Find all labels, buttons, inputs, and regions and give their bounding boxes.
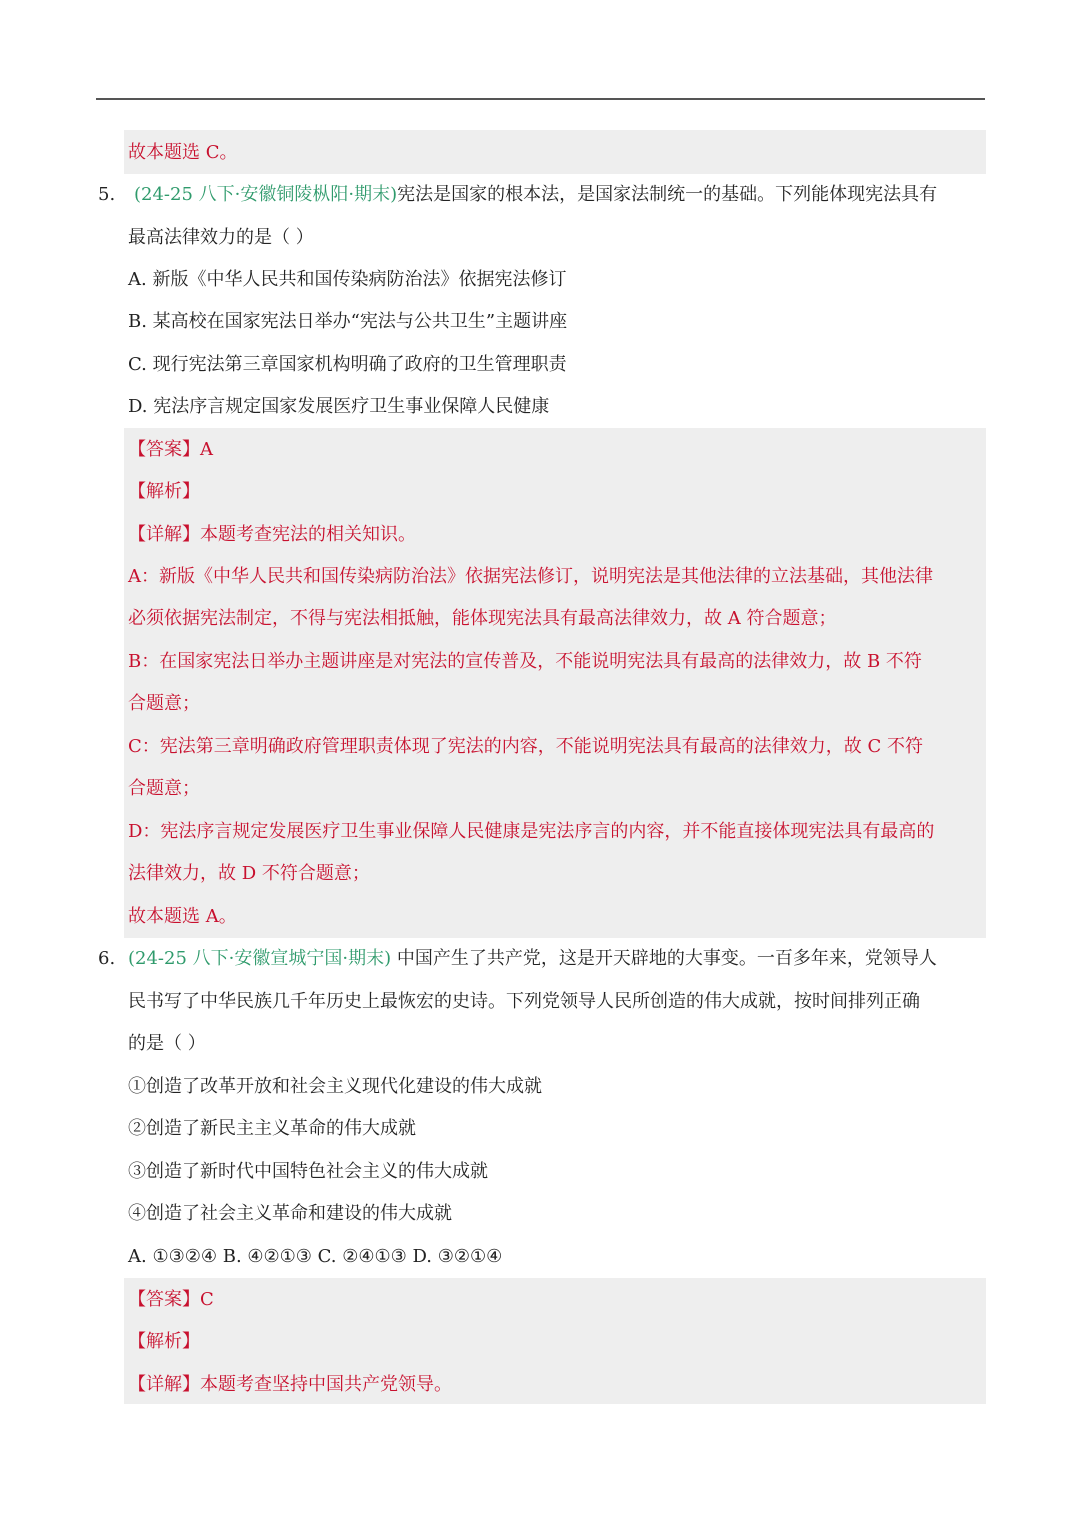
q6-number: 6. — [98, 948, 116, 969]
q5-explanation-line: 合题意； — [128, 693, 200, 714]
q5-detail — [128, 523, 416, 547]
q5-number: 5. — [98, 184, 116, 205]
q6-item-2: ②创造了新民主主义革命的伟大成就 — [128, 1118, 416, 1139]
q5-answer-label: 【答案】 — [128, 439, 200, 460]
q5-answer-value: A — [200, 439, 213, 460]
q6-detail — [128, 1373, 452, 1397]
q6-stem-line2: 民书写了中华民族几千年历史上最恢宏的史诗。下列党领导人民所创造的伟大成就，按时间排列正确 — [128, 991, 920, 1012]
q6-options: A. ①③②④ B. ④②①③ C. ②④①③ D. ③②①④ — [128, 1246, 503, 1267]
prev-answer-block — [124, 130, 986, 174]
q5-explanation-line: 必须依据宪法制定，不得与宪法相抵触，能体现宪法具有最高法律效力，故 A 符合题意； — [128, 608, 837, 629]
q5-explanation-line: B：在国家宪法日举办主题讲座是对宪法的宣传普及，不能说明宪法具有最高的法律效力，故 B 不符 — [128, 651, 922, 672]
q5-conclusion: 故本题选 A。 — [128, 906, 237, 927]
q5-detail-label: 【详解】 — [128, 524, 200, 545]
q5-answer — [128, 438, 213, 462]
q5-option-c: C. 现行宪法第三章国家机构明确了政府的卫生管理职责 — [128, 354, 567, 375]
q6-answer-label: 【答案】 — [128, 1289, 200, 1310]
q5-analysis-label: 【解析】 — [128, 481, 200, 502]
q5-stem-line2: 最高法律效力的是（ ） — [128, 227, 314, 248]
q5-explanation-line: C：宪法第三章明确政府管理职责体现了宪法的内容，不能说明宪法具有最高的法律效力，故 C 不符 — [128, 736, 923, 757]
q5-stem-line1 — [134, 183, 937, 207]
q5-option-b: B. 某高校在国家宪法日举办“宪法与公共卫生”主题讲座 — [128, 311, 568, 332]
q6-answer-value: C — [200, 1289, 214, 1310]
q6-stem-line1 — [128, 947, 937, 971]
q6-analysis-label: 【解析】 — [128, 1331, 200, 1352]
q5-detail-text: 本题考查宪法的相关知识。 — [200, 524, 416, 545]
q6-source: (24-25 八下·安徽宣城宁国·期末) — [128, 948, 392, 969]
q5-explanation-line: 合题意； — [128, 778, 200, 799]
q5-source: (24-25 八下·安徽铜陵枞阳·期末) — [134, 184, 398, 205]
q5-explanation-line: A：新版《中华人民共和国传染病防治法》依据宪法修订，说明宪法是其他法律的立法基础，其他法律 — [128, 566, 933, 587]
q6-detail-text: 本题考查坚持中国共产党领导。 — [200, 1374, 452, 1395]
q6-stem-text: 中国产生了共产党，这是开天辟地的大事变。一百多年来，党领导人 — [396, 948, 937, 969]
q5-explanation-line: D：宪法序言规定发展医疗卫生事业保障人民健康是宪法序言的内容，并不能直接体现宪法具有最高的 — [128, 821, 935, 842]
q6-detail-label: 【详解】 — [128, 1374, 200, 1395]
q5-option-d: D. 宪法序言规定国家发展医疗卫生事业保障人民健康 — [128, 396, 550, 417]
q6-item-3: ③创造了新时代中国特色社会主义的伟大成就 — [128, 1161, 488, 1182]
q6-answer — [128, 1288, 214, 1312]
header-rule — [96, 98, 985, 100]
prev-conclusion: 故本题选 C。 — [128, 142, 238, 163]
q5-explanation-line: 法律效力，故 D 不符合题意； — [128, 863, 370, 884]
q6-item-1: ①创造了改革开放和社会主义现代化建设的伟大成就 — [128, 1076, 542, 1097]
q6-item-4: ④创造了社会主义革命和建设的伟大成就 — [128, 1203, 452, 1224]
q5-stem-text: 宪法是国家的根本法，是国家法制统一的基础。下列能体现宪法具有 — [397, 184, 938, 205]
q6-stem-line3: 的是（ ） — [128, 1033, 206, 1054]
q5-option-a: A. 新版《中华人民共和国传染病防治法》依据宪法修订 — [128, 269, 567, 290]
